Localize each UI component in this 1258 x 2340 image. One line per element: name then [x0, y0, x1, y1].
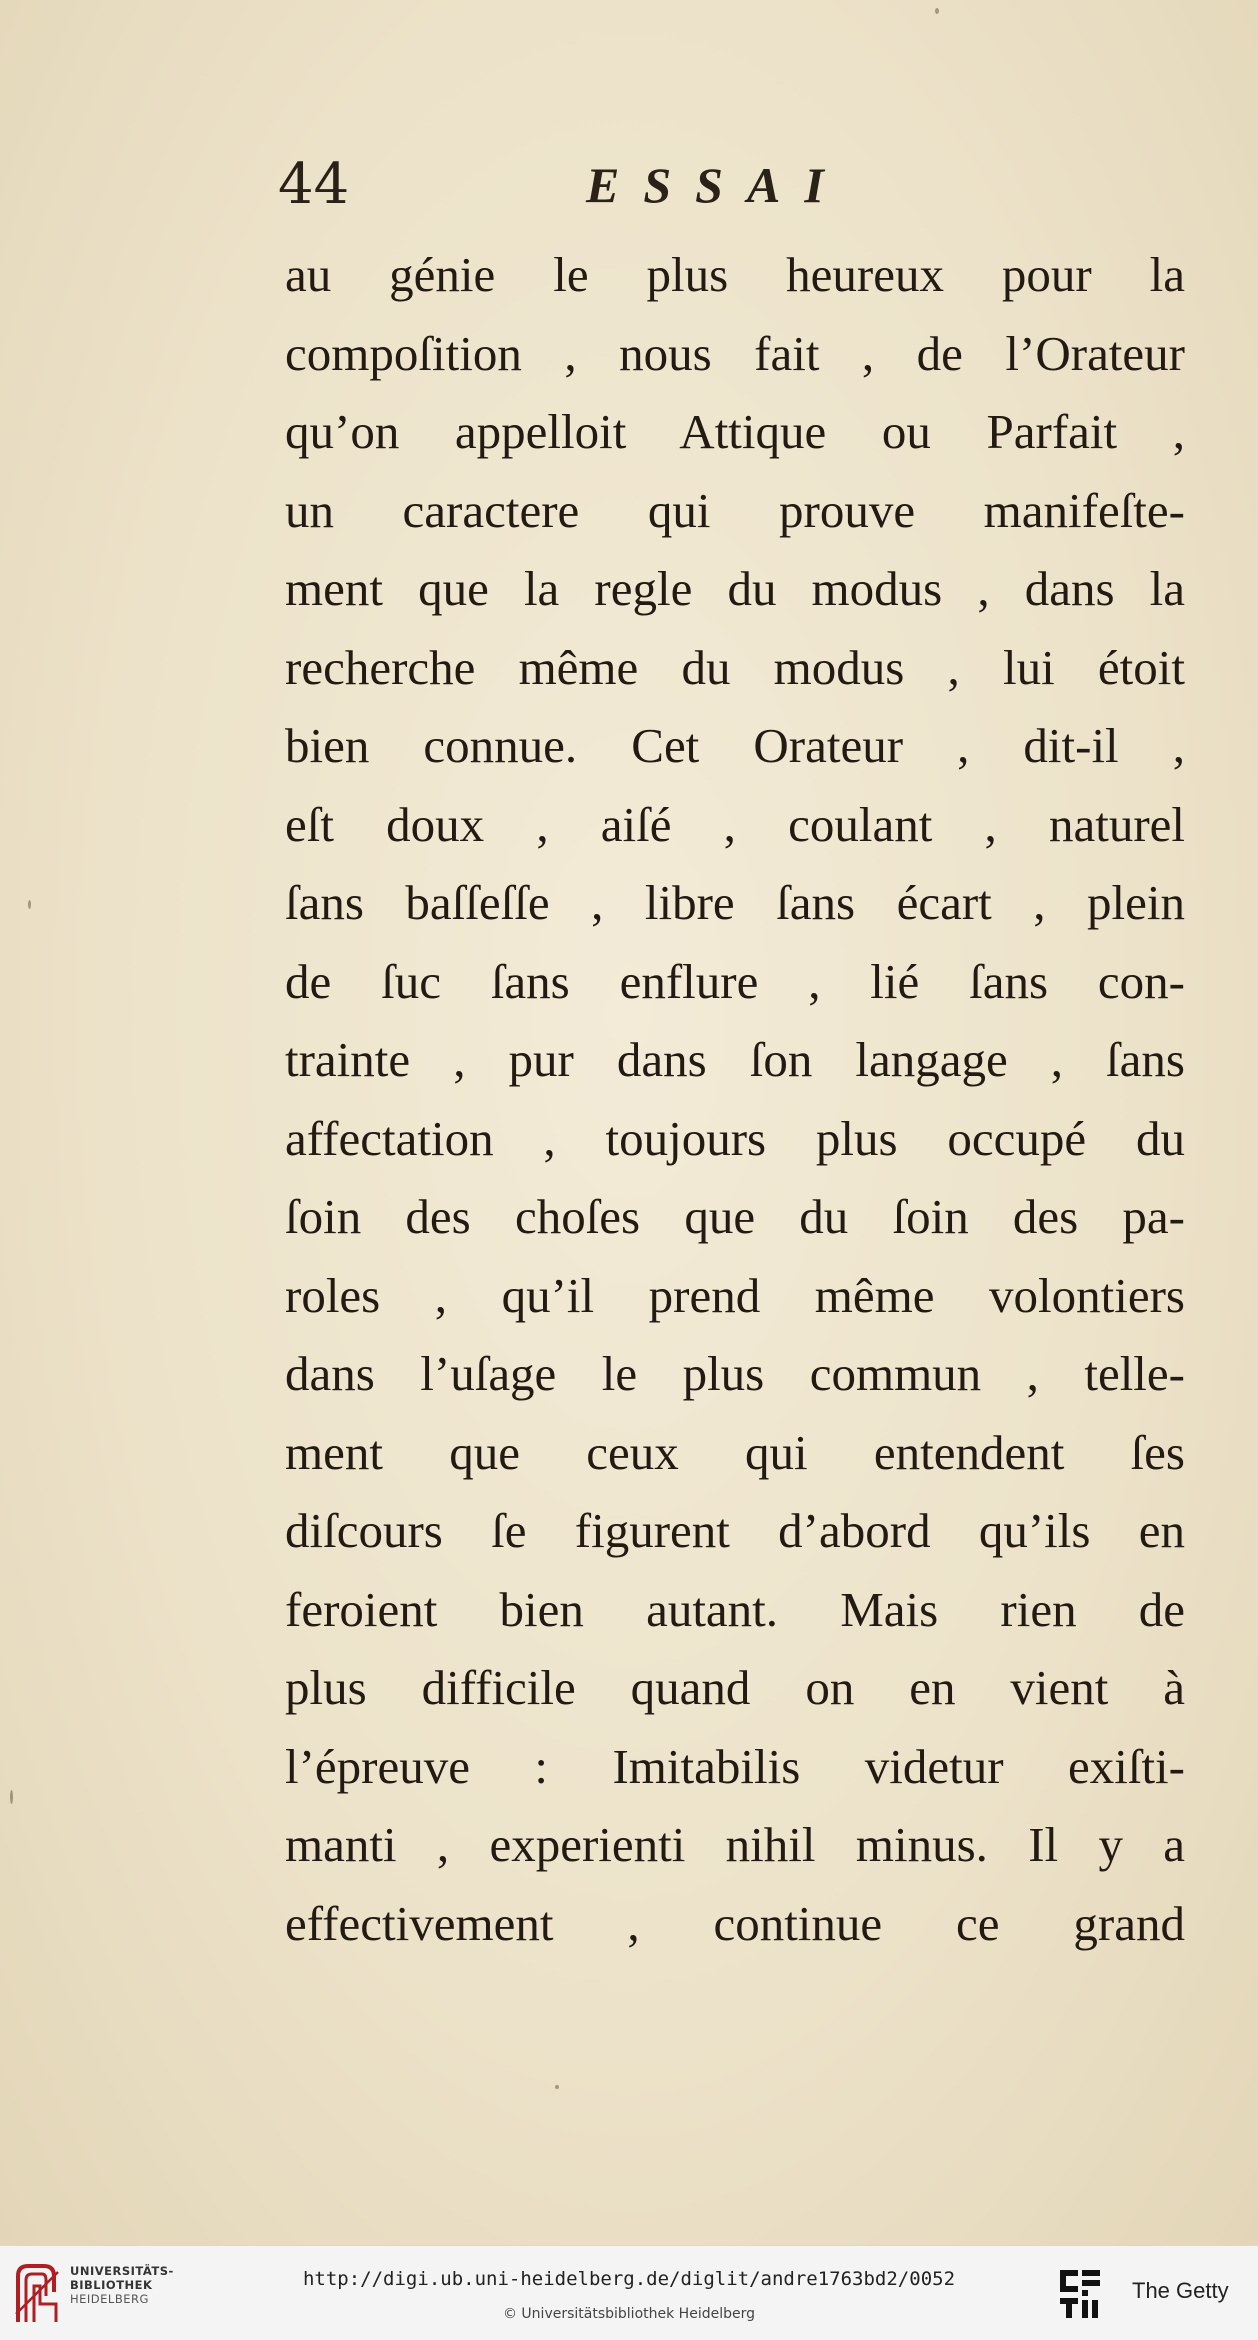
- paper-speck: [10, 1790, 13, 1804]
- text-line: plus difficile quand on en vient à: [285, 1660, 1185, 1715]
- page-number: 44: [278, 152, 350, 217]
- text-line: eſt doux , aiſé , coulant , naturel: [285, 796, 1185, 852]
- library-name-line: HEIDELBERG: [70, 2292, 149, 2306]
- text-line: compoſition , nous fait , de l’Orateur: [285, 325, 1185, 381]
- text-line: bien connue. Cet Orateur , dit-il ,: [285, 718, 1185, 773]
- running-title: ESSAI: [586, 157, 848, 213]
- text-line: effectivement , continue ce grand: [285, 1895, 1185, 1951]
- library-name-line: UNIVERSITÄTS-: [70, 2264, 174, 2278]
- text-line: ment que la regle du modus , dans la: [285, 561, 1185, 616]
- paper-speck: [28, 900, 31, 909]
- text-line: recherche même du modus , lui étoit: [285, 639, 1185, 695]
- text-line: ſans baſſeſſe , libre ſans écart , plein: [285, 875, 1185, 930]
- text-line: roles , qu’il prend même volontiers: [285, 1267, 1185, 1323]
- text-line: de ſuc ſans enflure , lié ſans con-: [285, 953, 1185, 1009]
- paper-speck: [935, 8, 939, 14]
- running-head: [278, 152, 1178, 222]
- text-line: affectation , toujours plus occupé du: [285, 1110, 1185, 1166]
- text-line: feroient bien autant. Mais rien de: [285, 1581, 1185, 1637]
- permalink-url[interactable]: http://digi.ub.uni-heidelberg.de/diglit/andre1763bd2/0052: [302, 2268, 956, 2290]
- library-name-line: BIBLIOTHEK: [70, 2278, 153, 2292]
- viewer-footer: [0, 2245, 1258, 2340]
- partner-name: The Getty: [1132, 2278, 1229, 2303]
- copyright-notice: © Universitätsbibliothek Heidelberg: [502, 2306, 755, 2322]
- text-line: ſoin des choſes que du ſoin des pa-: [285, 1189, 1185, 1244]
- text-line: qu’on appelloit Attique ou Parfait ,: [285, 404, 1185, 459]
- text-line: au génie le plus heureux pour la: [285, 247, 1185, 302]
- paper-speck: [555, 2085, 559, 2089]
- text-line: diſcours ſe figurent d’abord qu’ils en: [285, 1503, 1185, 1558]
- text-line: ment que ceux qui entendent ſes: [285, 1424, 1185, 1480]
- text-line: dans l’uſage le plus commun , telle-: [285, 1346, 1185, 1401]
- getty-logo-icon[interactable]: [1058, 2268, 1102, 2320]
- text-line: un caractere qui prouve manifeſte-: [285, 482, 1185, 538]
- body-text: [285, 236, 1185, 1963]
- text-line: manti , experienti nihil minus. Il y a: [285, 1817, 1185, 1872]
- text-line: trainte , pur dans ſon langage , ſans: [285, 1032, 1185, 1087]
- text-line: l’épreuve : Imitabilis videtur exiſti-: [285, 1738, 1185, 1794]
